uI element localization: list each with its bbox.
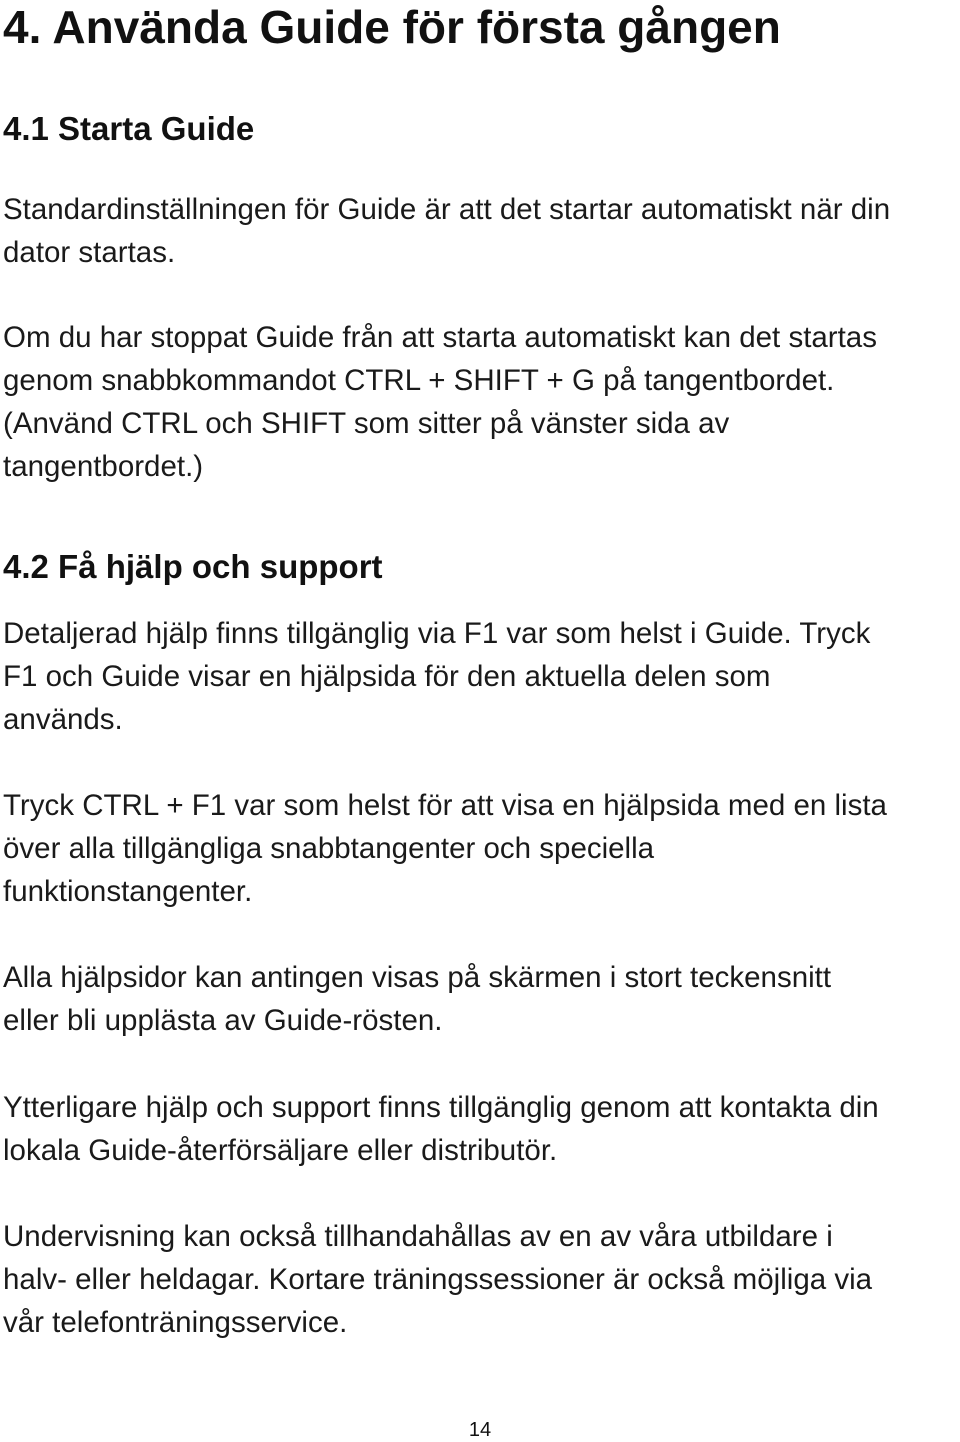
paragraph-line: över alla tillgängliga snabbtangenter och speciella [3, 832, 655, 865]
paragraph [3, 316, 958, 488]
paragraph-line: F1 och Guide visar en hjälpsida för den aktuella delen som [3, 660, 771, 693]
paragraph [3, 188, 958, 274]
paragraph-line: Alla hjälpsidor kan antingen visas på skärmen i stort teckensnitt [3, 961, 832, 994]
paragraph [3, 1086, 958, 1172]
paragraph-line: Standardinställningen för Guide är att det startar automatiskt när din [3, 193, 891, 226]
paragraph-line: dator startas. [3, 236, 176, 269]
paragraph-line: lokala Guide-återförsäljare eller distributör. [3, 1134, 558, 1167]
paragraph-line: används. [3, 703, 123, 736]
paragraph-line: Undervisning kan också tillhandahållas av en av våra utbildare i [3, 1220, 833, 1253]
page-title: 4. Använda Guide för första gången [3, 1, 781, 53]
paragraph [3, 1215, 958, 1344]
paragraph-line: (Använd CTRL och SHIFT som sitter på vänster sida av [3, 407, 730, 440]
paragraph-line: genom snabbkommandot CTRL + SHIFT + G på tangentbordet. [3, 364, 835, 397]
paragraph [3, 956, 958, 1042]
paragraph-line: tangentbordet.) [3, 450, 204, 483]
paragraph [3, 612, 958, 741]
page-number: 14 [468, 1419, 492, 1441]
paragraph-line: Om du har stoppat Guide från att starta automatiskt kan det startas [3, 321, 877, 354]
paragraph-line: eller bli upplästa av Guide-rösten. [3, 1004, 443, 1037]
section-heading-4-1: 4.1 Starta Guide [3, 110, 255, 147]
paragraph-line: Ytterligare hjälp och support finns tillgänglig genom att kontakta din [3, 1091, 879, 1124]
paragraph-line: Tryck CTRL + F1 var som helst för att visa en hjälpsida med en lista [3, 789, 887, 822]
paragraph-line: Detaljerad hjälp finns tillgänglig via F1 var som helst i Guide. Tryck [3, 617, 871, 650]
paragraph-line: vår telefonträningsservice. [3, 1306, 348, 1339]
paragraph [3, 784, 958, 913]
paragraph-line: halv- eller heldagar. Kortare träningssessioner är också möjliga via [3, 1263, 873, 1296]
paragraph-line: funktionstangenter. [3, 875, 253, 908]
section-heading-4-2: 4.2 Få hjälp och support [3, 548, 383, 585]
